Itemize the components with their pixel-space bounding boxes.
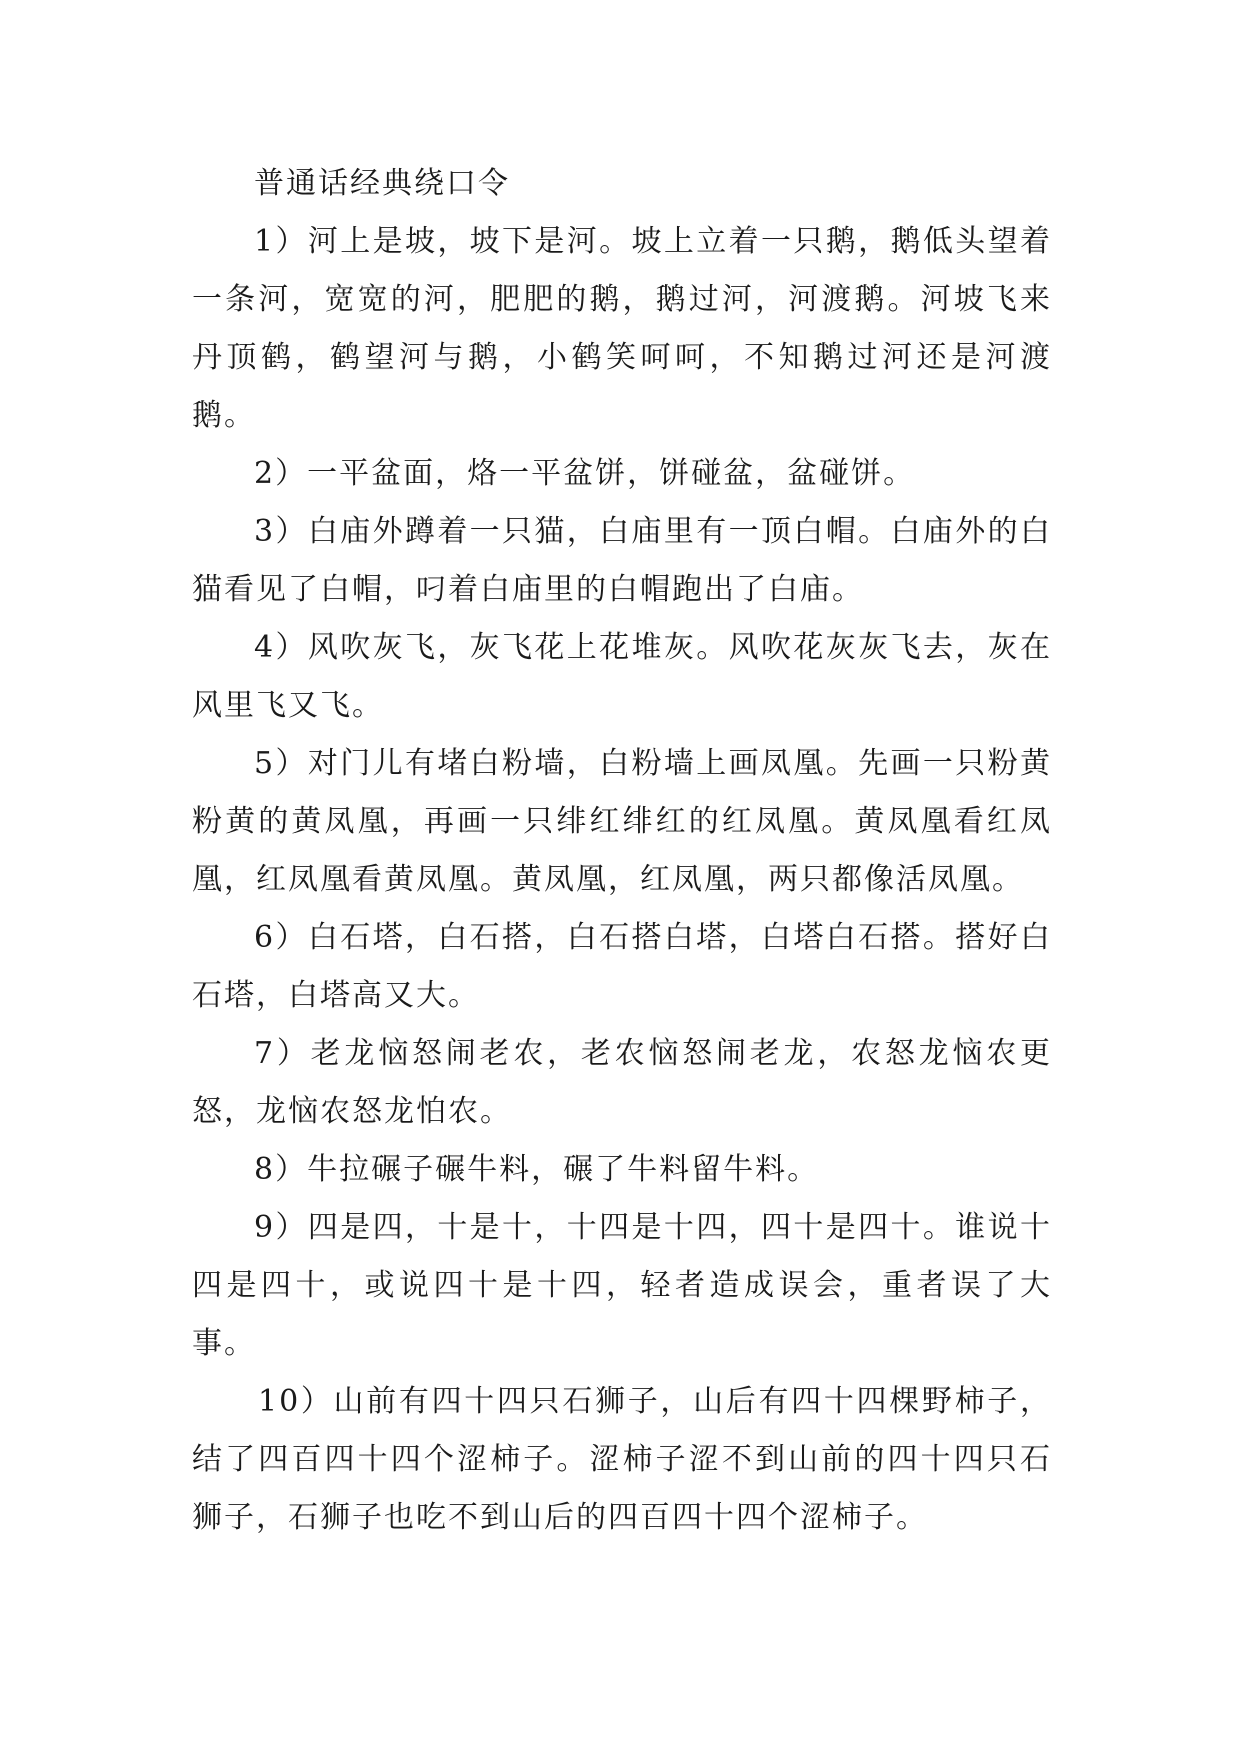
paragraph-9: 9）四是四，十是十，十四是十四，四十是四十。谁说十四是四十，或说四十是十四，轻者造成误会，重者误了大事。 — [192, 1210, 1052, 1361]
paragraph-4: 4）风吹灰飞，灰飞花上花堆灰。风吹花灰灰飞去，灰在风里飞又飞。 — [192, 630, 1052, 723]
paragraph-10: 10）山前有四十四只石狮子，山后有四十四棵野柿子，结了四百四十四个涩柿子。涩柿子涩不到山前的四十四只石狮子，石狮子也吃不到山后的四百四十四个涩柿子。 — [192, 1384, 1052, 1535]
document-body — [192, 155, 1052, 1547]
paragraph-7: 7）老龙恼怒闹老农，老农恼怒闹老龙，农怒龙恼农更怒，龙恼农怒龙怕农。 — [192, 1036, 1052, 1129]
paragraph-3: 3）白庙外蹲着一只猫，白庙里有一顶白帽。白庙外的白猫看见了白帽，叼着白庙里的白帽跑出了白庙。 — [192, 514, 1052, 607]
paragraph-6: 6）白石塔，白石搭，白石搭白塔，白塔白石搭。搭好白石塔，白塔高又大。 — [192, 920, 1052, 1013]
document-title: 普通话经典绕口令 — [254, 166, 510, 201]
paragraph-8: 8）牛拉碾子碾牛料，碾了牛料留牛料。 — [254, 1152, 820, 1187]
paragraph-1: 1）河上是坡，坡下是河。坡上立着一只鹅，鹅低头望着一条河，宽宽的河，肥肥的鹅，鹅过河，河渡鹅。河坡飞来丹顶鹤，鹤望河与鹅，小鹤笑呵呵，不知鹅过河还是河渡鹅。 — [192, 224, 1052, 433]
paragraph-5: 5）对门儿有堵白粉墙，白粉墙上画凤凰。先画一只粉黄粉黄的黄凤凰，再画一只绯红绯红的红凤凰。黄凤凰看红凤凰，红凤凰看黄凤凰。黄凤凰，红凤凰，两只都像活凤凰。 — [192, 746, 1052, 897]
paragraph-2: 2）一平盆面，烙一平盆饼，饼碰盆，盆碰饼。 — [254, 456, 916, 491]
